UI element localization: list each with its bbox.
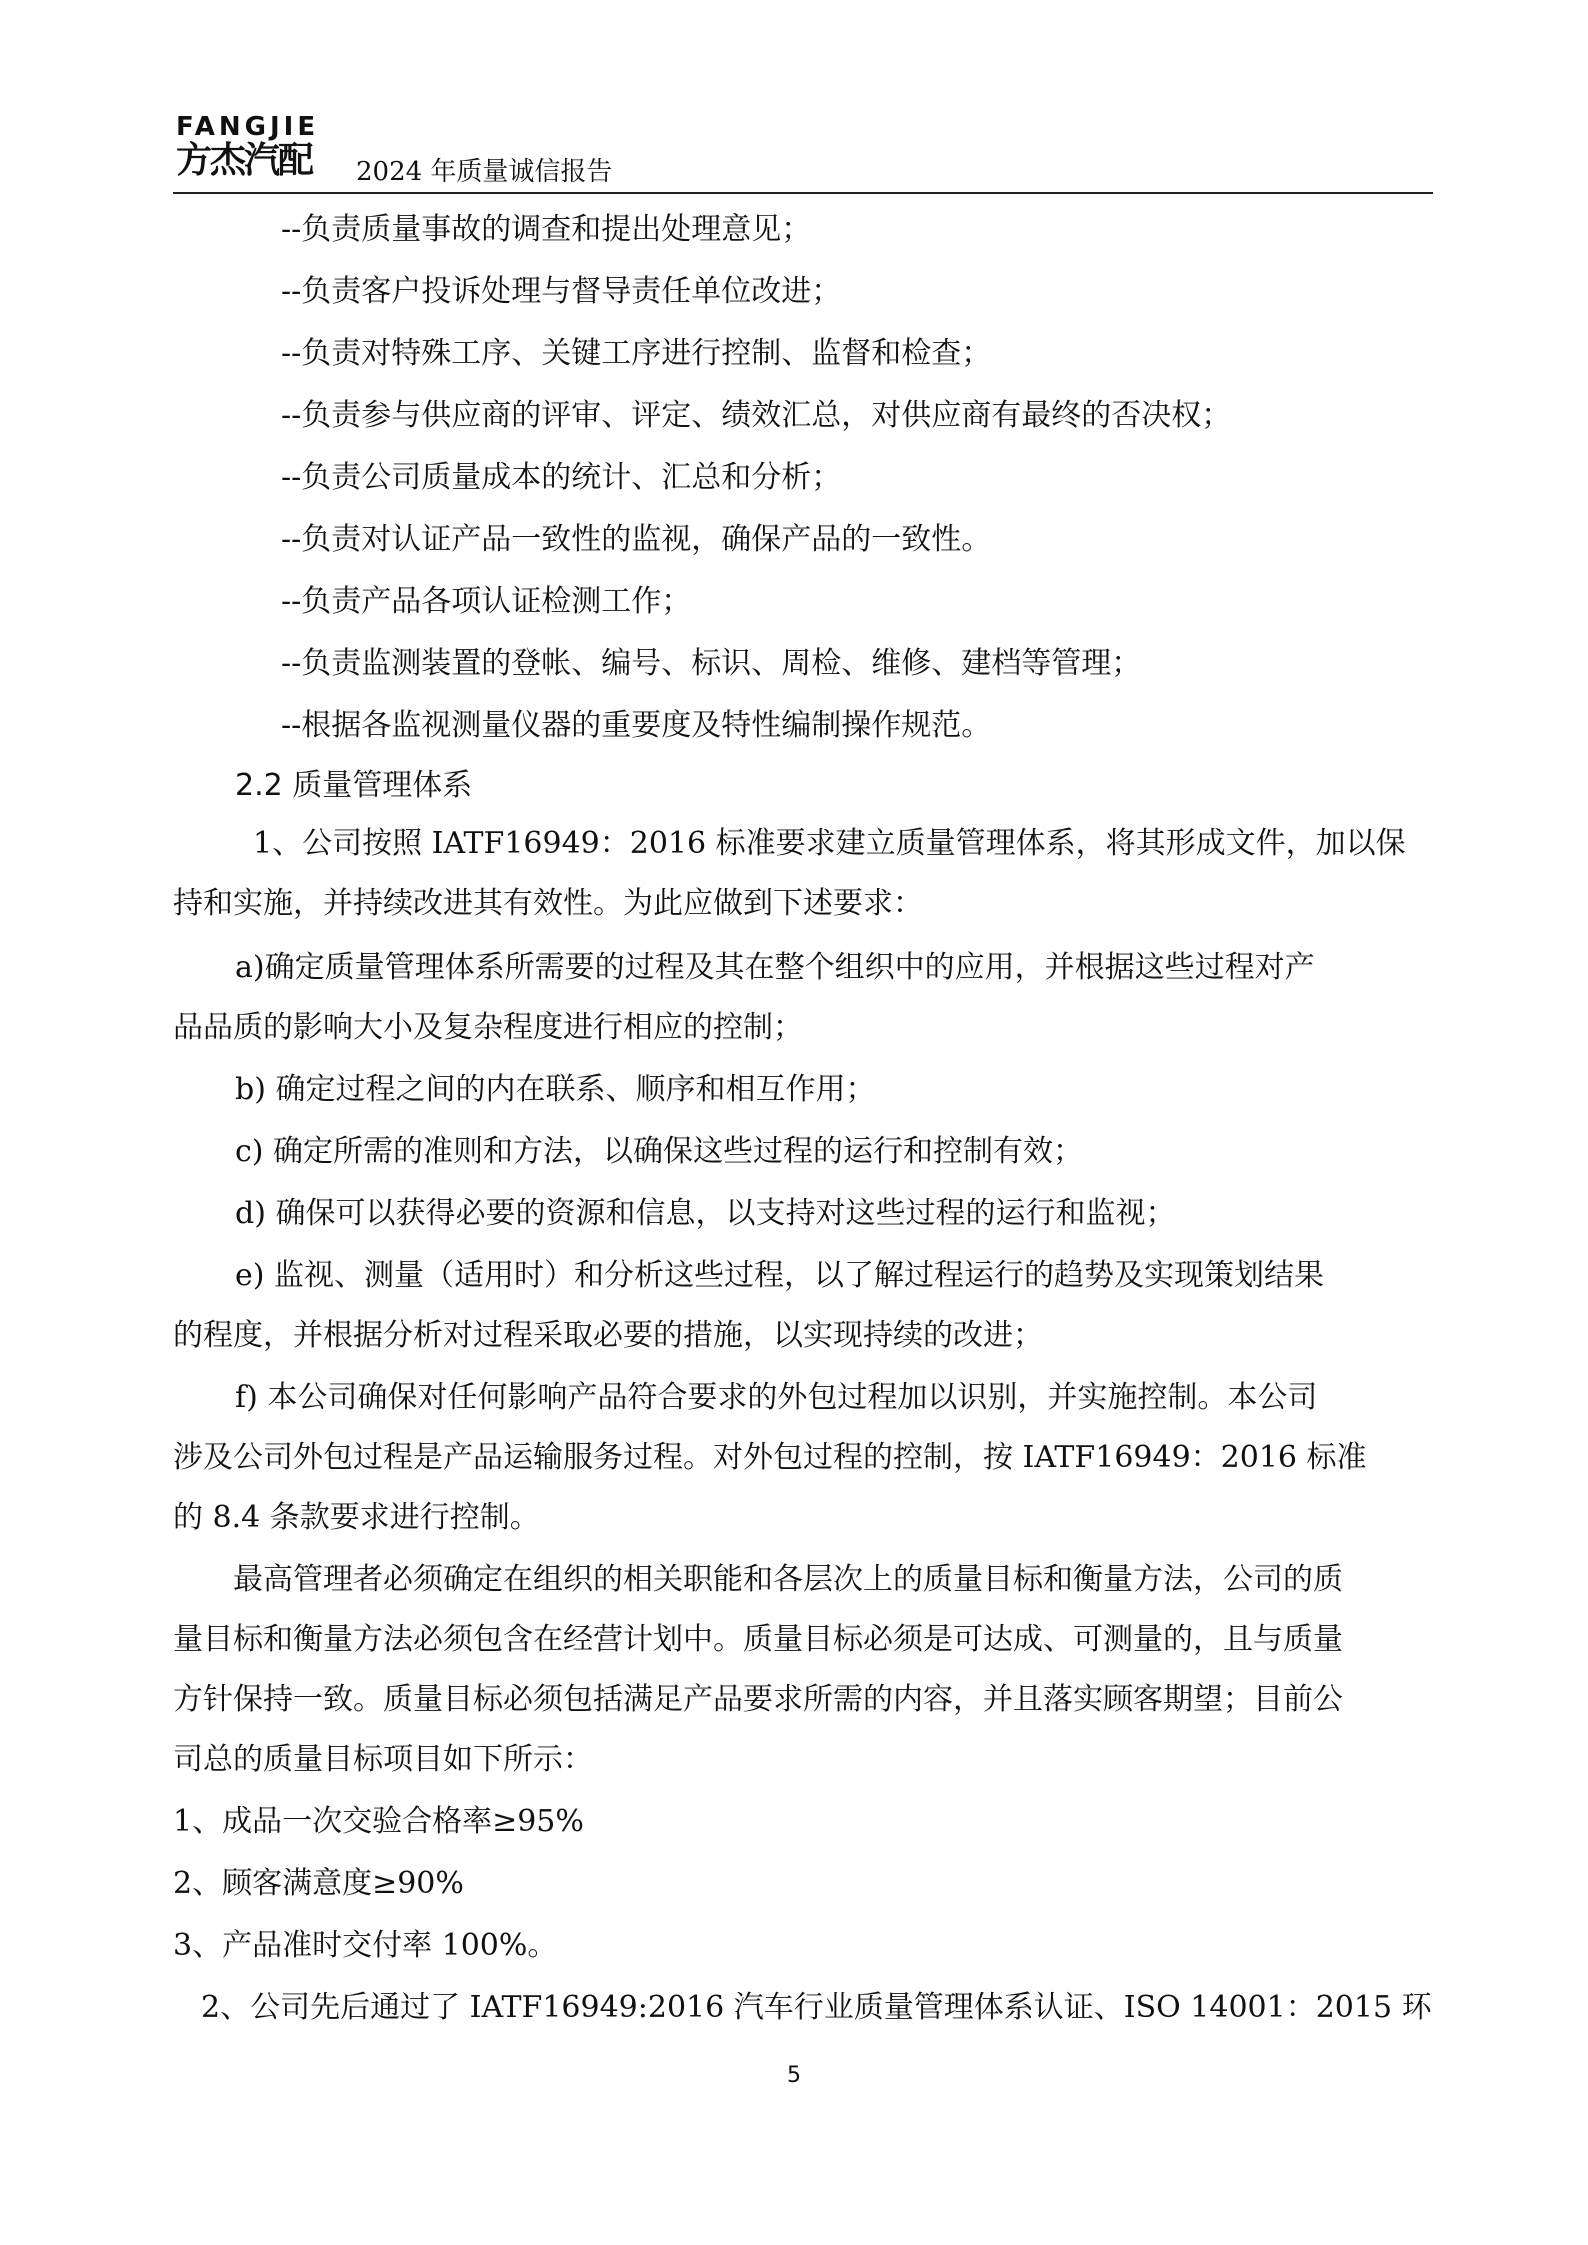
paragraph-line: 最高管理者必须确定在组织的相关职能和各层次上的质量目标和衡量方法，公司的质 (233, 1562, 1343, 1597)
responsibility-item: --根据各监视测量仪器的重要度及特性编制操作规范。 (281, 708, 992, 743)
list-item-a-cont: 品品质的影响大小及复杂程度进行相应的控制； (173, 1010, 803, 1045)
logo-latin-text: FANGJIE (176, 112, 320, 142)
paragraph-line: 方针保持一致。质量目标必须包括满足产品要求所需的内容，并且落实顾客期望；目前公 (173, 1682, 1343, 1717)
paragraph-line: 持和实施，并持续改进其有效性。为此应做到下述要求： (173, 886, 923, 921)
objective-item: 1、成品一次交验合格率≥95% (173, 1804, 584, 1839)
list-item-c: c) 确定所需的准则和方法，以确保这些过程的运行和控制有效； (235, 1134, 1084, 1169)
paragraph-line: 2、公司先后通过了 IATF16949:2016 汽车行业质量管理体系认证、ISO 14001：2015 环 (201, 1990, 1432, 2025)
page-header (0, 0, 1588, 196)
page-number: 5 (787, 2063, 801, 2088)
list-item-f: f) 本公司确保对任何影响产品符合要求的外包过程加以识别，并实施控制。本公司 (235, 1380, 1318, 1415)
responsibility-item: --负责公司质量成本的统计、汇总和分析； (281, 460, 842, 495)
objective-item: 3、产品准时交付率 100%。 (173, 1928, 558, 1963)
list-item-f-cont: 的 8.4 条款要求进行控制。 (173, 1500, 540, 1535)
list-item-b: b) 确定过程之间的内在联系、顺序和相互作用； (235, 1072, 876, 1107)
paragraph-line: 司总的质量目标项目如下所示： (173, 1742, 593, 1777)
paragraph-line: 量目标和衡量方法必须包含在经营计划中。质量目标必须是可达成、可测量的，且与质量 (173, 1622, 1343, 1657)
paragraph-line: 1、公司按照 IATF16949：2016 标准要求建立质量管理体系，将其形成文件，加以保 (253, 826, 1406, 861)
company-logo (176, 113, 341, 181)
responsibility-item: --负责对认证产品一致性的监视，确保产品的一致性。 (281, 522, 992, 557)
header-divider (173, 192, 1433, 194)
list-item-e: e) 监视、测量（适用时）和分析这些过程，以了解过程运行的趋势及实现策划结果 (235, 1258, 1324, 1293)
list-item-f-cont: 涉及公司外包过程是产品运输服务过程。对外包过程的控制，按 IATF16949：2016 标准 (173, 1440, 1367, 1475)
list-item-e-cont: 的程度，并根据分析对过程采取必要的措施，以实现持续的改进； (173, 1318, 1043, 1353)
objective-item: 2、顾客满意度≥90% (173, 1866, 464, 1901)
report-title: 2024 年质量诚信报告 (356, 157, 613, 187)
list-item-d: d) 确保可以获得必要的资源和信息，以支持对这些过程的运行和监视； (235, 1196, 1176, 1231)
responsibility-item: --负责客户投诉处理与督导责任单位改进； (281, 274, 842, 309)
responsibility-item: --负责对特殊工序、关键工序进行控制、监督和检查； (281, 336, 992, 371)
logo-chinese-text: 方杰汽配 (176, 140, 313, 181)
responsibility-item: --负责参与供应商的评审、评定、绩效汇总，对供应商有最终的否决权； (281, 398, 1232, 433)
responsibility-item: --负责监测装置的登帐、编号、标识、周检、维修、建档等管理； (281, 646, 1142, 681)
responsibility-item: --负责产品各项认证检测工作； (281, 584, 692, 619)
section-heading: 2.2 质量管理体系 (235, 768, 473, 803)
responsibility-item: --负责质量事故的调查和提出处理意见； (281, 212, 812, 247)
list-item-a: a)确定质量管理体系所需要的过程及其在整个组织中的应用，并根据这些过程对产 (235, 950, 1315, 985)
